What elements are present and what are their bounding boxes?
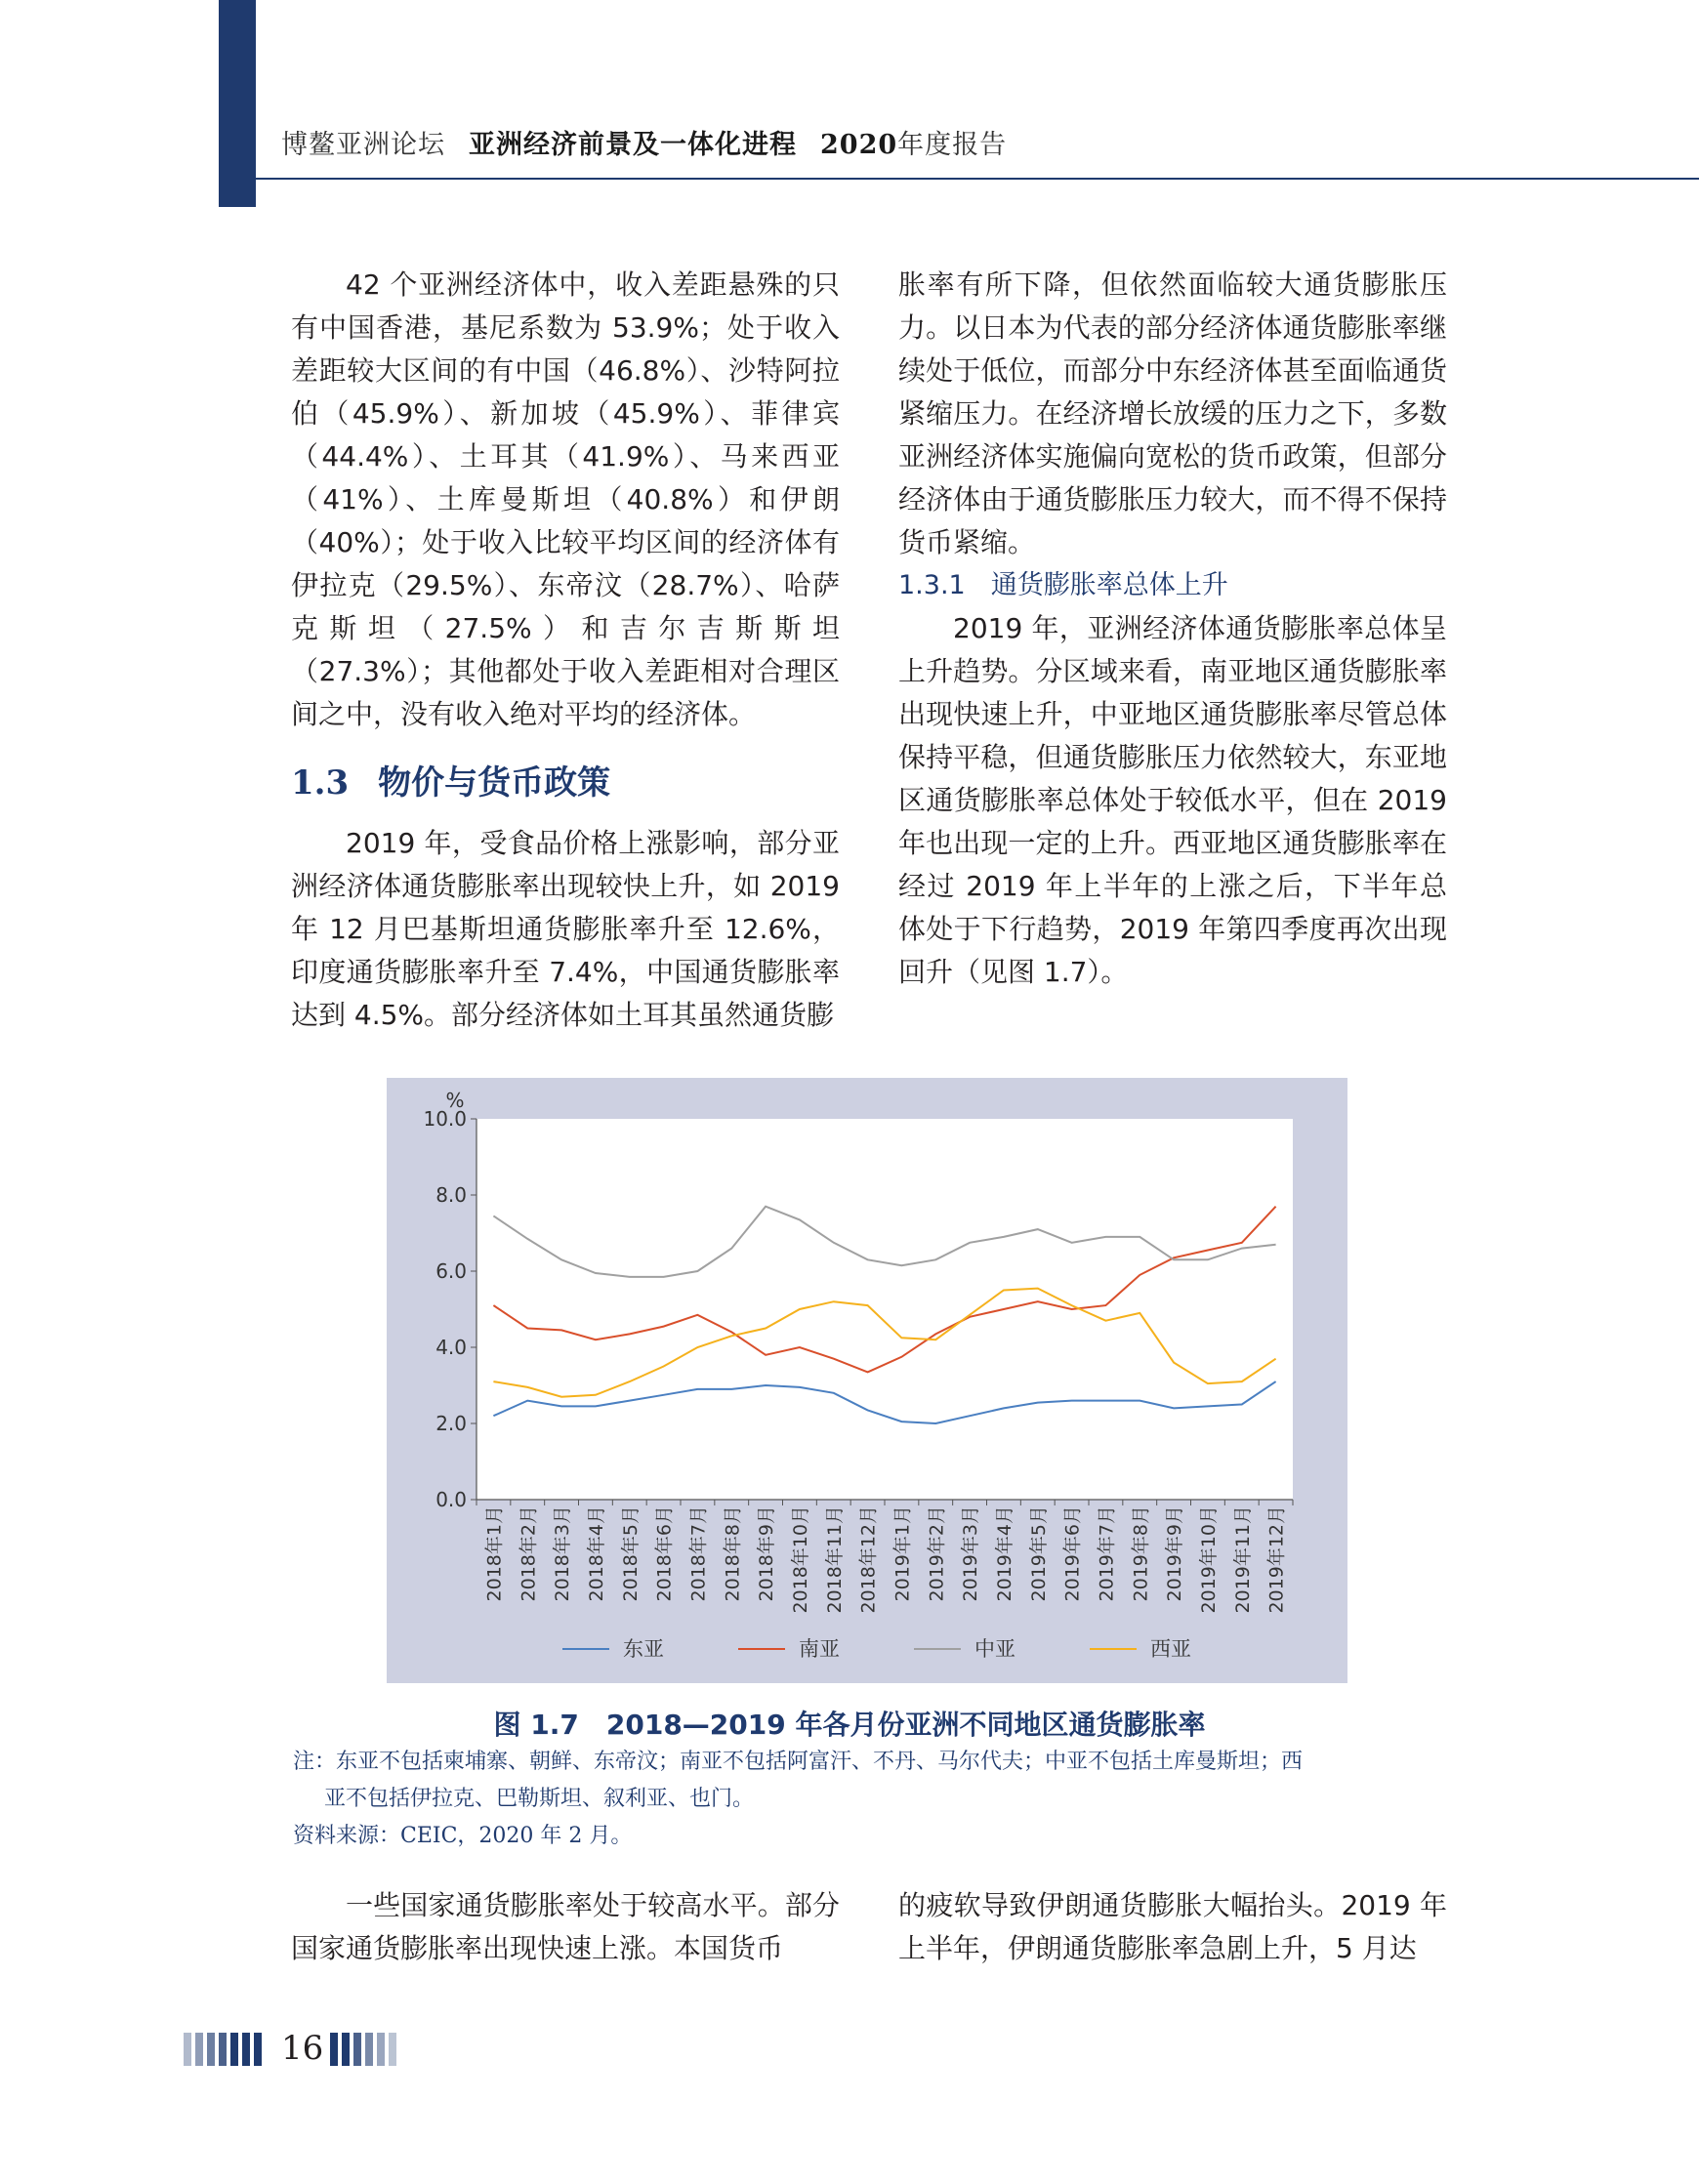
header-color-bar	[219, 0, 256, 207]
right-paragraph-1: 胀率有所下降，但依然面临较大通货膨胀压力。以日本为代表的部分经济体通货膨胀率继续处于低位，而部分中东经济体甚至面临通货紧缩压力。在经济增长放缓的压力之下，多数亚洲经济体实施偏向宽松的货币政策，但部分经济体由于通货膨胀压力较大，而不得不保持货币紧缩。	[898, 268, 1447, 558]
x-tick-label: 2019年8月	[1130, 1505, 1152, 1602]
chart-canvas	[387, 1078, 1347, 1683]
right-paragraph-3: 的疲软导致伊朗通货膨胀大幅抬头。2019 年上半年，伊朗通货膨胀率急剧上升，5 月达	[898, 1889, 1447, 1964]
x-tick-label: 2018年6月	[653, 1505, 676, 1602]
left-paragraph-1: 42 个亚洲经济体中，收入差距悬殊的只有中国香港，基尼系数为 53.9%；处于收入差距较大区间的有中国（46.8%）、沙特阿拉伯（45.9%）、新加坡（45.9%）、菲律宾（44.4%）、土耳其（41.9%）、马来西亚（41%）、土库曼斯坦（40.8%）和伊朗（40%）；处于收入比较平均区间的经济体有伊拉克（29.5%）、东帝汶（28.7%）、哈萨克斯坦（27.5%）和吉尔吉斯斯坦（27.3%）；其他都处于收入差距相对合理区间之中，没有收入绝对平均的经济体。	[291, 268, 840, 730]
x-tick-label: 2019年12月	[1265, 1505, 1288, 1614]
x-tick-label: 2018年12月	[857, 1505, 880, 1614]
x-tick-label: 2019年6月	[1061, 1505, 1084, 1602]
right-column-continued	[898, 1884, 1447, 1970]
left-column-bottom	[291, 822, 840, 1037]
right-column	[898, 264, 1447, 994]
y-tick-label: 2.0	[435, 1412, 467, 1435]
x-tick-label: 2019年9月	[1164, 1505, 1186, 1602]
plot-area	[477, 1119, 1293, 1500]
footer-bars-left	[184, 2033, 262, 2066]
header-org: 博鳌亚洲论坛	[281, 130, 445, 160]
x-tick-label: 2019年3月	[960, 1505, 982, 1602]
legend-label: 南亚	[799, 1637, 840, 1661]
right-paragraph-2: 2019 年，亚洲经济体通货膨胀率总体呈上升趋势。分区域来看，南亚地区通货膨胀率出现快速上升，中亚地区通货膨胀率尽管总体保持平稳，但通货膨胀压力依然较大，东亚地区通货膨胀率总体处于较低水平，但在 2019 年也出现一定的上升。西亚地区通货膨胀率在经过 2019 年上半年的上涨之后，下半年总体处于下行趋势，2019 年第四季度再次出现回升（见图 1.7）。	[898, 612, 1447, 988]
y-tick-label: 10.0	[423, 1107, 467, 1131]
left-column-top	[291, 264, 840, 736]
y-axis-unit: %	[445, 1089, 465, 1112]
x-tick-label: 2018年7月	[687, 1505, 710, 1602]
figure-notes	[293, 1744, 1445, 1855]
header-year-suffix: 年度报告	[897, 130, 1008, 160]
y-tick-label: 4.0	[435, 1336, 467, 1359]
y-tick-label: 8.0	[435, 1183, 467, 1207]
x-tick-label: 2018年8月	[722, 1505, 744, 1602]
section-heading	[291, 756, 610, 804]
figure-caption: 图 1.7 2018—2019 年各月份亚洲不同地区通货膨胀率	[493, 1709, 1206, 1741]
header-rule	[256, 178, 1699, 180]
y-tick-label: 0.0	[435, 1488, 467, 1511]
subsection-title: 通货膨胀率总体上升	[990, 570, 1228, 600]
legend-label: 东亚	[623, 1637, 664, 1661]
x-tick-label: 2019年5月	[1027, 1505, 1050, 1602]
x-tick-label: 2019年2月	[926, 1505, 948, 1602]
x-tick-label: 2018年1月	[483, 1505, 506, 1602]
section-title: 物价与货币政策	[378, 763, 611, 803]
x-tick-label: 2018年5月	[619, 1505, 642, 1602]
x-tick-label: 2018年10月	[789, 1505, 811, 1614]
note-line-2: 亚不包括伊拉克、巴勒斯坦、叙利亚、也门。	[324, 1787, 755, 1811]
page-number: 16	[281, 2029, 324, 2068]
left-paragraph-2: 2019 年，受食品价格上涨影响，部分亚洲经济体通货膨胀率出现较快上升，如 2019 年 12 月巴基斯坦通货膨胀率升至 12.6%，印度通货膨胀率升至 7.4%，中国通货膨胀率达到 4.5%。部分经济体如土耳其虽然通货膨	[291, 827, 840, 1031]
left-paragraph-3: 一些国家通货膨胀率处于较高水平。部分国家通货膨胀率出现快速上涨。本国货币	[291, 1889, 840, 1964]
subsection-heading	[898, 564, 1447, 607]
left-column-continued	[291, 1884, 840, 1970]
source-line: 资料来源：CEIC，2020 年 2 月。	[293, 1824, 633, 1848]
x-tick-label: 2019年1月	[891, 1505, 914, 1602]
running-header	[281, 123, 1007, 161]
x-tick-label: 2019年11月	[1231, 1505, 1254, 1614]
y-tick-label: 6.0	[435, 1259, 467, 1283]
section-number: 1.3	[291, 763, 350, 803]
inflation-chart	[387, 1078, 1347, 1683]
subsection-number: 1.3.1	[898, 570, 966, 600]
note-line-1: 注：东亚不包括柬埔寨、朝鲜、东帝汶；南亚不包括阿富汗、不丹、马尔代夫；中亚不包括土库曼斯坦；西	[293, 1750, 1304, 1774]
legend-label: 中亚	[974, 1637, 1015, 1661]
x-tick-label: 2019年4月	[993, 1505, 1015, 1602]
x-tick-label: 2019年7月	[1096, 1505, 1118, 1602]
x-tick-label: 2018年9月	[756, 1505, 778, 1602]
x-tick-label: 2018年11月	[823, 1505, 846, 1614]
x-tick-label: 2019年10月	[1197, 1505, 1220, 1614]
legend-label: 西亚	[1150, 1637, 1191, 1661]
x-tick-label: 2018年4月	[585, 1505, 607, 1602]
x-tick-label: 2018年3月	[552, 1505, 574, 1602]
header-report-title: 亚洲经济前景及一体化进程	[469, 130, 797, 160]
x-tick-label: 2018年2月	[518, 1505, 540, 1602]
footer-bars-right	[330, 2033, 396, 2066]
header-year: 2020	[820, 130, 898, 160]
